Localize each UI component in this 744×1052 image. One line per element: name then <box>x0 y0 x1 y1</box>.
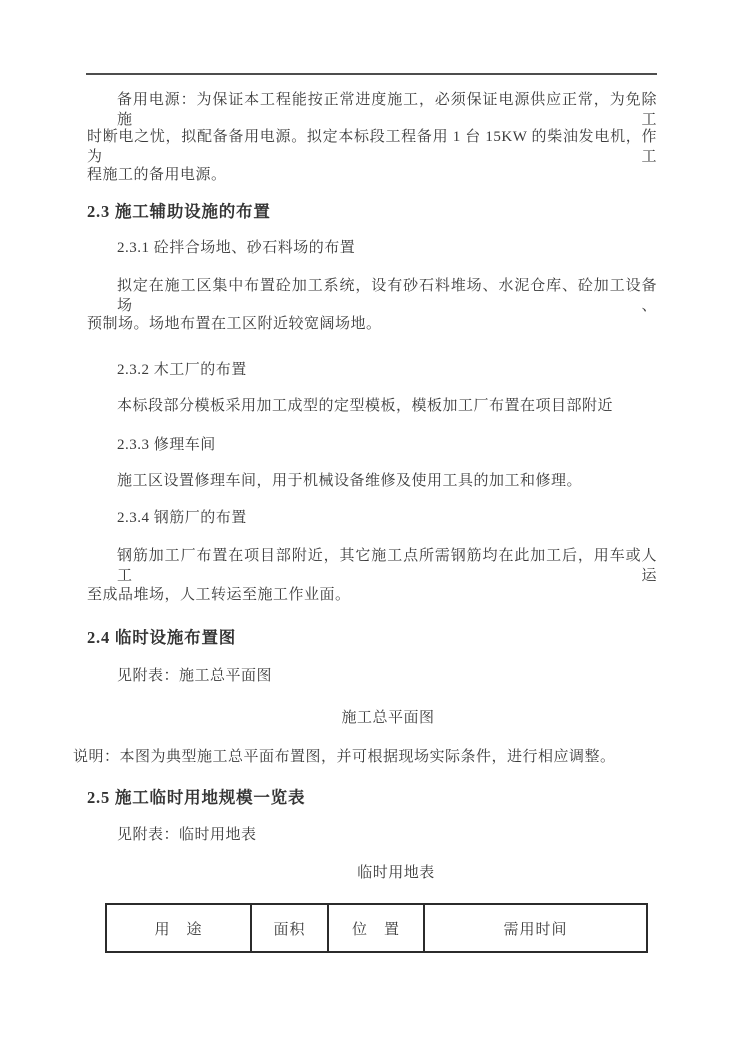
paragraph-line: 钢筋加工厂布置在项目部附近，其它施工点所需钢筋均在此加工后，用车或人工运 <box>117 548 657 584</box>
land-use-table <box>105 903 648 953</box>
section-heading-2-4: 2.4 临时设施布置图 <box>87 628 237 647</box>
attachment-reference: 见附表：临时用地表 <box>117 827 257 843</box>
table-header-cell-usage: 用 途 <box>106 904 251 952</box>
subsection-heading-2-3-2: 2.3.2 木工厂的布置 <box>117 362 247 378</box>
paragraph-line: 拟定在施工区集中布置砼加工系统，设有砂石料堆场、水泥仓库、砼加工设备场、 <box>117 278 657 314</box>
paragraph-line: 预制场。场地布置在工区附近较宽阔场地。 <box>87 316 382 332</box>
table-header-cell-area: 面积 <box>251 904 328 952</box>
paragraph-line: 程施工的备用电源。 <box>87 167 227 183</box>
subsection-heading-2-3-3: 2.3.3 修理车间 <box>117 437 216 453</box>
page-header-rule <box>86 73 657 75</box>
section-heading-2-5: 2.5 施工临时用地规模一览表 <box>87 788 306 807</box>
subsection-heading-2-3-1: 2.3.1 砼拌合场地、砂石料场的布置 <box>117 240 356 256</box>
figure-caption-site-plan: 施工总平面图 <box>341 710 435 726</box>
table-header-row <box>106 904 647 952</box>
paragraph-line: 时断电之忧，拟配备备用电源。拟定本标段工程备用 1 台 15KW 的柴油发电机，作为工 <box>87 129 657 165</box>
note-line: 说明：本图为典型施工总平面布置图，并可根据现场实际条件，进行相应调整。 <box>73 749 616 765</box>
subsection-heading-2-3-4: 2.3.4 钢筋厂的布置 <box>117 510 247 526</box>
attachment-reference: 见附表：施工总平面图 <box>117 668 273 684</box>
paragraph-line: 施工区设置修理车间，用于机械设备维修及使用工具的加工和修理。 <box>117 473 583 489</box>
table-header-cell-position: 位 置 <box>328 904 424 952</box>
paragraph-line: 至成品堆场，人工转运至施工作业面。 <box>87 587 351 603</box>
section-heading-2-3: 2.3 施工辅助设施的布置 <box>87 202 271 221</box>
table-caption-land-use: 临时用地表 <box>357 865 435 881</box>
table-header-cell-time-needed: 需用时间 <box>424 904 647 952</box>
paragraph-line: 备用电源：为保证本工程能按正常进度施工，必须保证电源供应正常，为免除施工 <box>117 92 657 128</box>
paragraph-line: 本标段部分模板采用加工成型的定型模板，模板加工厂布置在项目部附近 <box>117 398 614 414</box>
